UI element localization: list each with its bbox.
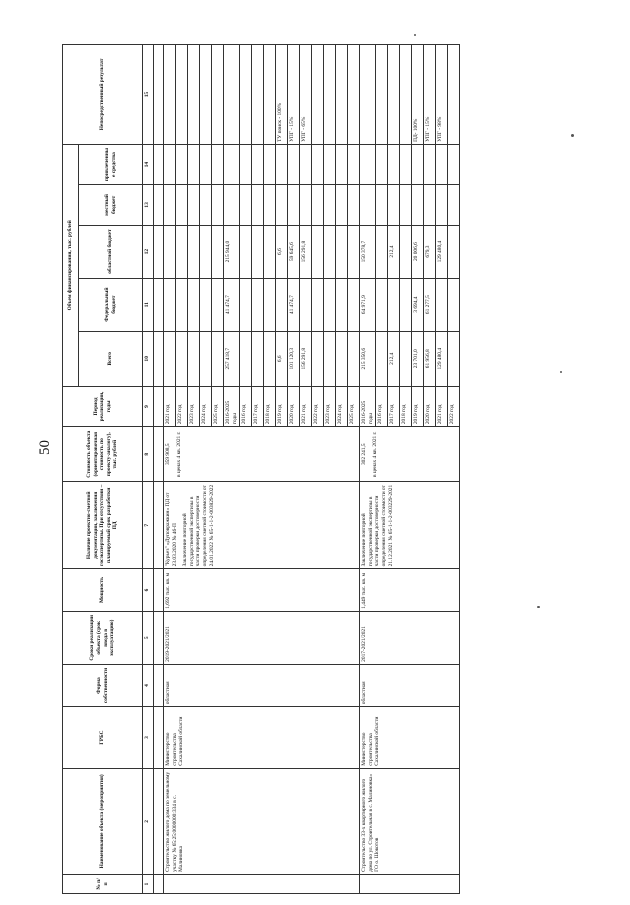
result xyxy=(224,45,240,145)
column-number: 15 xyxy=(143,45,154,145)
result xyxy=(376,45,388,145)
result: УПГ - 15% xyxy=(424,45,436,145)
object-cost-cell xyxy=(360,427,460,482)
financing-federal xyxy=(324,278,336,331)
financing-other xyxy=(388,144,400,184)
financing-local xyxy=(324,185,336,225)
period-year: 2020 год xyxy=(288,386,300,426)
header-regional: областной бюджет xyxy=(79,225,143,278)
financing-local xyxy=(376,185,388,225)
financing-regional: 156 291,8 xyxy=(300,225,312,278)
period-year: 2017 год xyxy=(388,386,400,426)
financing-federal xyxy=(448,278,460,331)
financing-total xyxy=(188,331,200,386)
object-term: 2017-2021/2021 xyxy=(360,611,460,664)
period-year: 2023 год xyxy=(188,386,200,426)
financing-local xyxy=(436,185,448,225)
period-year: 2022 год xyxy=(448,386,460,426)
header-period: Период реализации, годы xyxy=(63,386,143,426)
capital-construction-table xyxy=(62,44,460,894)
financing-other xyxy=(288,144,300,184)
result xyxy=(388,45,400,145)
financing-other xyxy=(240,144,252,184)
period-year: 2025 год xyxy=(348,386,360,426)
financing-other xyxy=(212,144,224,184)
column-number: 3 xyxy=(143,707,154,769)
financing-regional xyxy=(212,225,224,278)
financing-federal xyxy=(252,278,264,331)
financing-federal xyxy=(312,278,324,331)
scan-speck xyxy=(414,34,416,36)
header-term: Сроки реализации объекта (срок ввода в эксплуатацию) xyxy=(63,611,143,664)
empty-cell xyxy=(154,331,164,386)
financing-federal: 64 971,9 xyxy=(360,278,376,331)
financing-federal xyxy=(176,278,188,331)
financing-total xyxy=(312,331,324,386)
financing-federal xyxy=(436,278,448,331)
object-cost: 302 241,5 xyxy=(361,443,368,466)
financing-regional xyxy=(376,225,388,278)
period-year: 2022 год xyxy=(312,386,324,426)
object-grbs: Министерство строительства Сахалинской области xyxy=(360,707,460,769)
empty-cell xyxy=(154,225,164,278)
object-cost-price-level: в ценах 4 кв. 2021 г. xyxy=(175,431,182,477)
object-psd-cell xyxy=(164,482,360,569)
financing-regional: 212,4 xyxy=(388,225,400,278)
financing-regional xyxy=(176,225,188,278)
period-year: 2017 год xyxy=(252,386,264,426)
column-number: 14 xyxy=(143,144,154,184)
period-year: 2025 год xyxy=(212,386,224,426)
financing-other xyxy=(252,144,264,184)
column-number: 13 xyxy=(143,185,154,225)
financing-local xyxy=(412,185,424,225)
period-year: 2021 год xyxy=(164,386,176,426)
column-number: 6 xyxy=(143,569,154,611)
financing-total: 129 480,4 xyxy=(436,331,448,386)
empty-cell xyxy=(154,427,164,482)
column-number: 8 xyxy=(143,427,154,482)
result xyxy=(252,45,264,145)
financing-federal xyxy=(164,278,176,331)
financing-total xyxy=(164,331,176,386)
financing-total xyxy=(336,331,348,386)
financing-local xyxy=(224,185,240,225)
header-result: Непосредственный результат xyxy=(63,45,143,145)
header-local: местный бюджет xyxy=(79,185,143,225)
table-row xyxy=(154,45,164,894)
financing-other xyxy=(436,144,448,184)
column-number: 12 xyxy=(143,225,154,278)
column-number: 2 xyxy=(143,768,154,874)
object-capacity: 1,449 тыс. кв. м xyxy=(360,569,460,611)
result xyxy=(348,45,360,145)
result xyxy=(188,45,200,145)
financing-local xyxy=(200,185,212,225)
period-year: 2022 год xyxy=(176,386,188,426)
financing-local xyxy=(300,185,312,225)
financing-other xyxy=(264,144,276,184)
period-year: 2016 год xyxy=(376,386,388,426)
financing-total xyxy=(252,331,264,386)
period-year: 2018 год xyxy=(400,386,412,426)
object-name: Строительство 33-х квартирного жилого дома по ул. Строительная в с. Малиновка» ГО о. Шокотов xyxy=(360,768,460,874)
financing-other xyxy=(412,144,424,184)
financing-total xyxy=(264,331,276,386)
financing-local xyxy=(348,185,360,225)
financing-federal xyxy=(336,278,348,331)
empty-cell xyxy=(154,874,164,893)
row-number-cell xyxy=(360,874,460,893)
column-number: 11 xyxy=(143,278,154,331)
financing-total: 6,6 xyxy=(276,331,288,386)
financing-regional: 150 378,7 xyxy=(360,225,376,278)
financing-federal: 3 694,4 xyxy=(412,278,424,331)
table-row xyxy=(164,45,176,894)
financing-regional xyxy=(240,225,252,278)
object-ownership: областная xyxy=(360,664,460,706)
financing-federal xyxy=(300,278,312,331)
financing-other xyxy=(336,144,348,184)
financing-total: 23 701,0 xyxy=(412,331,424,386)
financing-regional: 59 645,6 xyxy=(288,225,300,278)
financing-local xyxy=(176,185,188,225)
header-psd: Наличие проектно-сметной документации, заключения госэкспертизы. При отсутствии – планируемый срок разработки ПД xyxy=(63,482,143,569)
period-year: 2016-2025 годы xyxy=(360,386,376,426)
period-year: 2023 год xyxy=(324,386,336,426)
financing-total: 212,4 xyxy=(388,331,400,386)
object-cost: 359 908,5 xyxy=(165,443,171,466)
result xyxy=(448,45,460,145)
financing-federal xyxy=(188,278,200,331)
financing-federal xyxy=(400,278,412,331)
financing-other xyxy=(300,144,312,184)
result xyxy=(164,45,176,145)
financing-federal: 61 277,5 xyxy=(424,278,436,331)
financing-total xyxy=(448,331,460,386)
financing-federal xyxy=(200,278,212,331)
period-year: 2021 год xyxy=(300,386,312,426)
object-term: 2019-2021/2021 xyxy=(164,611,360,664)
financing-regional xyxy=(448,225,460,278)
financing-other xyxy=(448,144,460,184)
financing-local xyxy=(288,185,300,225)
empty-cell xyxy=(154,386,164,426)
period-year: 2016-2025 годы xyxy=(224,386,240,426)
column-number: 5 xyxy=(143,611,154,664)
financing-other xyxy=(424,144,436,184)
financing-total: 156 291,8 xyxy=(300,331,312,386)
result xyxy=(360,45,376,145)
object-psd-cell xyxy=(360,482,460,569)
column-number: 1 xyxy=(143,874,154,893)
header-other: привлеченные средства xyxy=(79,144,143,184)
page-number: 50 xyxy=(37,440,53,455)
financing-total xyxy=(376,331,388,386)
financing-federal xyxy=(388,278,400,331)
financing-federal xyxy=(240,278,252,331)
financing-local xyxy=(212,185,224,225)
column-number: 4 xyxy=(143,664,154,706)
financing-regional xyxy=(348,225,360,278)
financing-total: 215 350,6 xyxy=(360,331,376,386)
financing-other xyxy=(176,144,188,184)
header-financing-group: Объем финансирования, тыс. рублей xyxy=(63,144,79,386)
financing-regional xyxy=(324,225,336,278)
financing-federal: 41 474,7 xyxy=(224,278,240,331)
financing-regional xyxy=(164,225,176,278)
financing-total xyxy=(212,331,224,386)
result xyxy=(312,45,324,145)
empty-cell xyxy=(154,664,164,706)
result xyxy=(200,45,212,145)
period-year: 2024 год xyxy=(200,386,212,426)
object-ownership: областная xyxy=(164,664,360,706)
financing-total xyxy=(200,331,212,386)
header-cost: Стоимость объекта (ориентировочная стоимость по проекту-аналогу), тыс. рублей xyxy=(63,427,143,482)
financing-regional: 679,3 xyxy=(424,225,436,278)
period-year: 2019 год xyxy=(276,386,288,426)
financing-other xyxy=(400,144,412,184)
financing-other xyxy=(312,144,324,184)
financing-regional xyxy=(200,225,212,278)
period-year: 2016 год xyxy=(240,386,252,426)
column-number: 9 xyxy=(143,386,154,426)
result: УПГ - 15% xyxy=(288,45,300,145)
financing-regional: 215 944,0 xyxy=(224,225,240,278)
object-grbs: Министерство строительства Сахалинской области xyxy=(164,707,360,769)
header-grbs: ГРБС xyxy=(63,707,143,769)
financing-total: 257 418,7 xyxy=(224,331,240,386)
financing-other xyxy=(276,144,288,184)
object-name: Строительство жилого дома по земельному участку № 65:25:0000000:334 в с. Малиновка xyxy=(164,768,360,874)
header-ownership: Форма собственности xyxy=(63,664,143,706)
financing-other xyxy=(224,144,240,184)
result xyxy=(176,45,188,145)
result: ТУ поиск - 100% xyxy=(276,45,288,145)
financing-local xyxy=(312,185,324,225)
financing-federal: 41 474,7 xyxy=(288,278,300,331)
empty-cell xyxy=(154,45,164,145)
financing-local xyxy=(400,185,412,225)
result xyxy=(264,45,276,145)
financing-federal xyxy=(276,278,288,331)
period-year: 2020 год xyxy=(424,386,436,426)
empty-cell xyxy=(154,278,164,331)
result xyxy=(324,45,336,145)
period-year: 2021 год xyxy=(436,386,448,426)
financing-total: 101 120,3 xyxy=(288,331,300,386)
financing-total xyxy=(324,331,336,386)
empty-cell xyxy=(154,707,164,769)
financing-local xyxy=(264,185,276,225)
financing-regional xyxy=(252,225,264,278)
period-year: 2019 год xyxy=(412,386,424,426)
financing-other xyxy=(200,144,212,184)
period-year: 2018 год xyxy=(264,386,276,426)
result xyxy=(212,45,224,145)
scan-speck xyxy=(537,606,540,608)
column-number: 7 xyxy=(143,482,154,569)
object-cost-price-level: в ценах 4 кв. 2021 г. xyxy=(371,431,378,477)
empty-cell xyxy=(154,569,164,611)
financing-local xyxy=(336,185,348,225)
financing-local xyxy=(240,185,252,225)
result: ПД- 100% xyxy=(412,45,424,145)
financing-other xyxy=(376,144,388,184)
header-capacity: Мощность xyxy=(63,569,143,611)
header-total: Всего xyxy=(79,331,143,386)
header-federal: Федеральный бюджет xyxy=(79,278,143,331)
financing-federal xyxy=(348,278,360,331)
financing-other xyxy=(360,144,376,184)
object-psd-expertise: Заключение повторной государственной экспертизы в части проверки достоверности определения сметной стоимости от 24.01.2022 № 65-1-1-2-003829-2022 xyxy=(182,484,215,567)
financing-local xyxy=(388,185,400,225)
scan-speck xyxy=(560,371,562,373)
financing-total: 61 956,8 xyxy=(424,331,436,386)
empty-cell xyxy=(154,144,164,184)
financing-local xyxy=(252,185,264,225)
financing-local xyxy=(424,185,436,225)
financing-other xyxy=(188,144,200,184)
empty-cell xyxy=(154,482,164,569)
financing-other xyxy=(164,144,176,184)
financing-federal xyxy=(376,278,388,331)
result: УПГ - 65% xyxy=(300,45,312,145)
row-number-cell xyxy=(164,874,360,893)
table-row xyxy=(360,45,376,894)
financing-regional xyxy=(264,225,276,278)
result: УПГ - 98% xyxy=(436,45,448,145)
financing-total xyxy=(240,331,252,386)
object-cost-cell xyxy=(164,427,360,482)
financing-regional xyxy=(400,225,412,278)
financing-regional xyxy=(312,225,324,278)
empty-cell xyxy=(154,185,164,225)
financing-local xyxy=(188,185,200,225)
result xyxy=(336,45,348,145)
header-name: Наименование объекта (мероприятия) xyxy=(63,768,143,874)
empty-cell xyxy=(154,768,164,874)
financing-regional: 129 480,4 xyxy=(436,225,448,278)
financing-total xyxy=(400,331,412,386)
object-psd: "Курьез" «Дуповражкин» ПД от 23.03.2020 № 46-П xyxy=(165,492,178,567)
financing-other xyxy=(348,144,360,184)
financing-local xyxy=(276,185,288,225)
empty-cell xyxy=(154,611,164,664)
column-number: 10 xyxy=(143,331,154,386)
financing-local xyxy=(448,185,460,225)
financing-local xyxy=(164,185,176,225)
financing-federal xyxy=(264,278,276,331)
financing-local xyxy=(360,185,376,225)
financing-total xyxy=(176,331,188,386)
financing-regional: 20 006,6 xyxy=(412,225,424,278)
result xyxy=(240,45,252,145)
financing-total xyxy=(348,331,360,386)
financing-federal xyxy=(212,278,224,331)
rotated-table-container xyxy=(62,44,596,894)
header-num: № п/п xyxy=(63,874,143,893)
object-psd: Заключение повторной государственной экспертизы в части проверки достоверности определения сметной стоимости от 21.12.2021 № 65-1-1-2-003229-2021 xyxy=(361,484,394,567)
financing-regional: 6,6 xyxy=(276,225,288,278)
financing-regional xyxy=(188,225,200,278)
period-year: 2024 год xyxy=(336,386,348,426)
scan-speck xyxy=(571,134,574,137)
financing-other xyxy=(324,144,336,184)
financing-regional xyxy=(336,225,348,278)
result xyxy=(400,45,412,145)
object-capacity: 1,692 тыс. кв. м xyxy=(164,569,360,611)
